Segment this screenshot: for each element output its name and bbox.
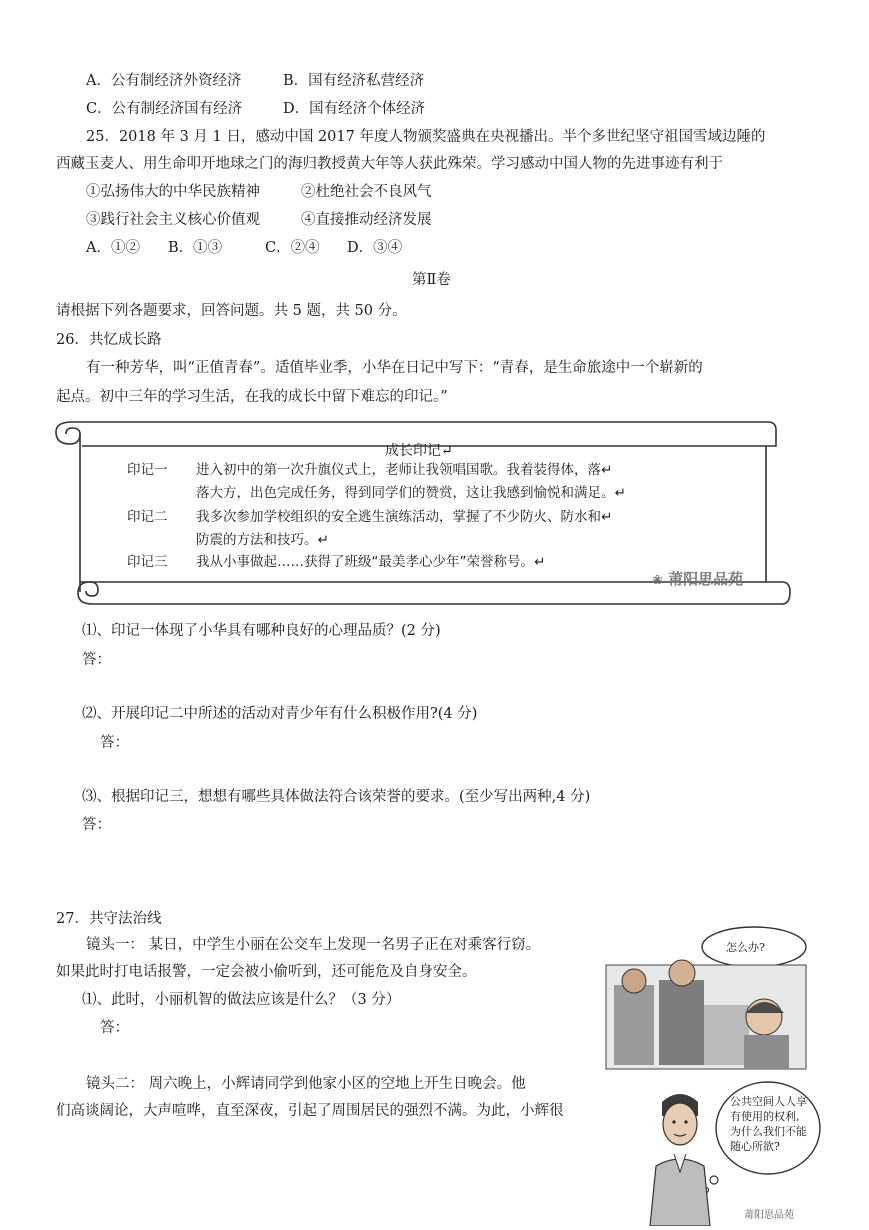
q26-sub2: ⑵、开展印记二中所述的活动对青少年有什么积极作用?(4 分) — [82, 706, 478, 722]
q26-sub1: ⑴、印记一体现了小华具有哪种良好的心理品质？(2 分) — [82, 623, 441, 639]
memory2-line1: 我多次参加学校组织的安全逃生演练活动，掌握了不少防火、防水和↵ — [196, 509, 613, 525]
q25-item2: ②杜绝社会不良风气 — [301, 184, 432, 200]
q26-sub3: ⑶、根据印记三，想想有哪些具体做法符合该荣誉的要求。(至少写出两种,4 分) — [82, 789, 591, 805]
q27-sub1: ⑴、此时，小丽机智的做法应该是什么？（3 分） — [82, 992, 401, 1008]
q25-option-c: C．②④ — [265, 240, 320, 256]
memory1-label: 印记一 — [127, 462, 168, 478]
memory2-label: 印记二 — [127, 509, 168, 525]
memory3-label: 印记三 — [127, 554, 168, 570]
q25-option-a: A．①② — [86, 240, 140, 256]
boy-cartoon — [640, 1080, 830, 1226]
speech-bubble — [730, 1094, 807, 1154]
q26-intro-line2: 起点。初中三年的学习生活，在我的成长中留下难忘的印记。” — [56, 389, 448, 405]
q26-intro-line1: 有一种芳华，叫“正值青春”。适值毕业季，小华在日记中写下：“青春，是生命旅途中一个崭新的 — [86, 360, 703, 376]
q27-scene1-line2: 如果此时打电话报警，一定会被小偷听到，还可能危及自身安全。 — [56, 964, 477, 980]
q26-answer1: 答： — [82, 652, 111, 668]
memory1-line1: 进入初中的第一次升旗仪式上，老师让我领唱国歌。我着装得体，落↵ — [196, 462, 613, 478]
q26-answer3: 答： — [82, 817, 111, 833]
q25-option-b: B．①③ — [168, 240, 223, 256]
watermark-small: 莆阳思品苑 — [744, 1210, 794, 1221]
q25-item1: ①弘扬伟大的中华民族精神 — [86, 184, 260, 200]
speech-line2: 有使用的权利, — [730, 1110, 800, 1123]
section-title: 第Ⅱ卷 — [412, 272, 451, 288]
bus-theft-cartoon — [604, 925, 814, 1073]
watermark — [652, 568, 743, 589]
thought-bubble-text: 怎么办? — [726, 941, 765, 954]
speech-line4: 随心所欲? — [730, 1140, 780, 1153]
speech-line3: 为什么我们不能 — [730, 1125, 807, 1138]
q26-heading: 26．共忆成长路 — [56, 332, 162, 348]
q25-stem-line2: 西藏玉麦人、用生命叩开地球之门的海归教授黄大年等人获此殊荣。学习感动中国人物的先进事迹有利于 — [56, 156, 723, 172]
scroll-title: 成长印记↵ — [385, 443, 453, 459]
q27-scene1-line1: 镜头一： 某日，中学生小丽在公交车上发现一名男子正在对乘客行窃。 — [86, 937, 541, 953]
q27-scene2-line2: 们高谈阔论，大声喧哗，直至深夜，引起了周围居民的强烈不满。为此，小辉很 — [56, 1103, 564, 1119]
section-instruction: 请根据下列各题要求，回答问题。共 5 题，共 50 分。 — [56, 303, 407, 319]
q25-option-d: D．③④ — [347, 240, 403, 256]
q27-scene2-line1: 镜头二： 周六晚上，小辉请同学到他家小区的空地上开生日晚会。他 — [86, 1076, 526, 1092]
q27-answer1: 答： — [100, 1020, 129, 1036]
watermark-text: 莆阳思品苑 — [668, 570, 744, 588]
q25-item3: ③践行社会主义核心价值观 — [86, 212, 260, 228]
q25-item4: ④直接推动经济发展 — [301, 212, 432, 228]
memory1-line2: 落大方，出色完成任务，得到同学们的赞赏，这让我感到愉悦和满足。↵ — [196, 485, 626, 501]
q26-answer2: 答： — [100, 735, 129, 751]
q25-stem-line1: 25．2018 年 3 月 1 日，感动中国 2017 年度人物颁奖盛典在央视播出。半个多世纪坚守祖国雪域边陲的 — [86, 129, 766, 145]
q27-heading: 27．共守法治线 — [56, 911, 162, 927]
q24-option-d: D．国有经济个体经济 — [283, 101, 426, 117]
q24-option-a: A．公有制经济外资经济 — [86, 73, 242, 89]
memory3-line1: 我从小事做起……获得了班级“最美孝心少年”荣誉称号。↵ — [196, 554, 546, 570]
wechat-icon: ❀ — [652, 573, 663, 588]
q24-option-c: C．公有制经济国有经济 — [86, 101, 243, 117]
speech-line1: 公共空间人人享 — [730, 1095, 807, 1108]
bus-scene-illustration — [604, 925, 814, 1073]
memory2-line2: 防震的方法和技巧。↵ — [196, 532, 329, 548]
q24-option-b: B．国有经济私营经济 — [283, 73, 425, 89]
